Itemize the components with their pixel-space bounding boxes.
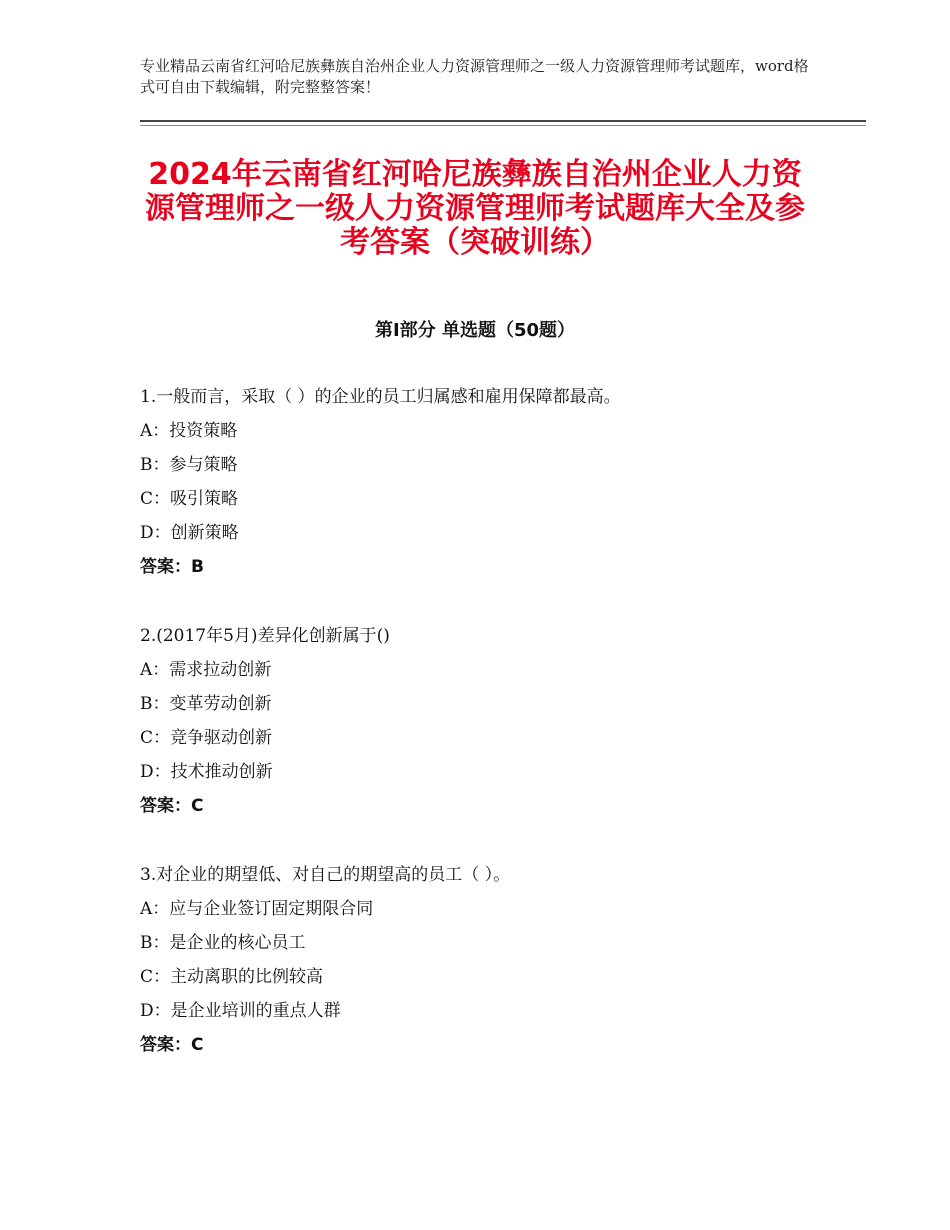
header-divider-thin [140,125,866,126]
option-a: A：投资策略 [140,421,238,441]
option-b: B：参与策略 [140,455,238,475]
answer-line: 答案：C [140,796,204,816]
header-divider-thick [140,120,866,122]
header-note: 专业精品云南省红河哈尼族彝族自治州企业人力资源管理师之一级人力资源管理师考试题库，word格式可自由下载编辑，附完整整答案！ [140,57,809,96]
answer-line: 答案：B [140,557,204,577]
question-block [140,619,860,823]
question-stem: 1.一般而言，采取（ ）的企业的员工归属感和雇用保障都最高。 [140,387,621,407]
option-d: D：技术推动创新 [140,762,273,782]
option-c: C：竞争驱动创新 [140,728,273,748]
question-stem: 2.(2017年5月)差异化创新属于() [140,626,390,646]
option-c: C：主动离职的比例较高 [140,967,324,987]
option-b: B：变革劳动创新 [140,694,272,714]
answer-line: 答案：C [140,1035,204,1055]
question-block [140,858,860,1062]
document-title: 2024年云南省红河哈尼族彝族自治州企业人力资源管理师之一级人力资源管理师考试题库大全及参考答案（突破训练） [145,157,805,260]
question-stem: 3.对企业的期望低、对自己的期望高的员工（ ）。 [140,865,511,885]
section-title: 第Ⅰ部分 单选题（50题） [374,320,575,341]
option-a: A：应与企业签订固定期限合同 [140,899,374,919]
option-d: D：是企业培训的重点人群 [140,1001,341,1021]
option-a: A：需求拉动创新 [140,660,272,680]
option-d: D：创新策略 [140,523,239,543]
option-c: C：吸引策略 [140,489,239,509]
question-block [140,380,860,584]
option-b: B：是企业的核心员工 [140,933,306,953]
